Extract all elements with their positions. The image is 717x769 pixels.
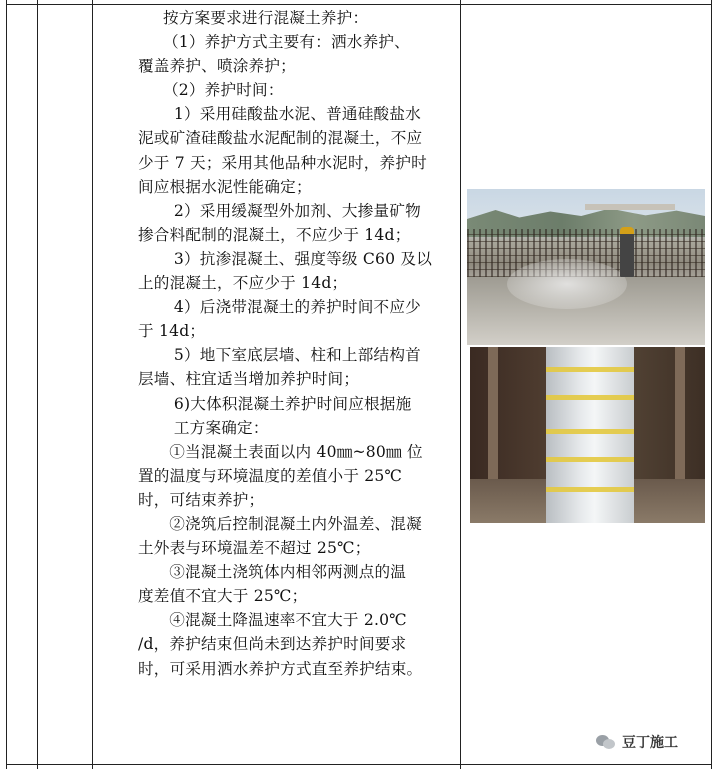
- spray-mist: [507, 259, 627, 309]
- text-line: ②浇筑后控制混凝土内外温差、混凝: [169, 514, 422, 533]
- watermark: [596, 730, 678, 754]
- wechat-icon: [596, 733, 616, 751]
- text-line: 工方案确定：: [173, 418, 269, 437]
- yellow-tape-band: [546, 395, 634, 400]
- text-line: 层墙、柱宜适当增加养护时间；: [138, 370, 360, 389]
- text-line: 上的混凝土，不应少于 14d；: [138, 274, 348, 293]
- worker-figure: [620, 227, 634, 277]
- text-line: 时，可结束养护；: [138, 490, 265, 509]
- text-line: 置的温度与环境温度的差值小于 25℃: [138, 466, 403, 485]
- background-column: [488, 347, 498, 479]
- text-line: 3）抗渗混凝土、强度等级 C60 及以: [173, 249, 433, 268]
- yellow-tape-band: [546, 367, 634, 372]
- text-line: 掺合料配制的混凝土，不应少于 14d；: [138, 225, 411, 244]
- text-line: ①当混凝土表面以内 40㎜~80㎜ 位: [169, 442, 423, 461]
- text-line: 泥或矿渣硅酸盐水泥配制的混凝土，不应: [138, 129, 423, 148]
- text-line: ④混凝土降温速率不宜大于 2.0℃: [169, 611, 407, 630]
- text-line: 按方案要求进行混凝土养护：: [162, 9, 369, 27]
- table-border-bottom: [6, 764, 712, 765]
- text-line: 5）地下室底层墙、柱和上部结构首: [173, 346, 421, 365]
- table-border-col1: [37, 0, 38, 769]
- wrapped-column-curing-photo: [470, 347, 705, 523]
- table-border-right: [711, 0, 712, 769]
- text-line: 2）采用缓凝型外加剂、大掺量矿物: [173, 201, 421, 220]
- table-border-col3: [460, 0, 461, 769]
- crane-boom: [585, 204, 675, 210]
- watermark-text: 豆丁施工: [622, 735, 678, 751]
- background-column: [675, 347, 685, 479]
- text-line: （2）养护时间：: [162, 81, 284, 100]
- film-wrapped-column: [546, 347, 634, 523]
- text-line: 6)大体积混凝土养护时间应根据施: [173, 394, 412, 413]
- text-line: （1）养护方式主要有：洒水养护、: [162, 33, 410, 52]
- text-line: 覆盖养护、喷涂养护；: [138, 57, 296, 76]
- text-line: 1）采用硅酸盐水泥、普通硅酸盐水: [173, 105, 421, 124]
- text-line: 少于 7 天；采用其他品种水泥时，养护时: [138, 153, 427, 172]
- text-line: 时，可采用洒水养护方式直至养护结束。: [138, 659, 423, 678]
- yellow-tape-band: [546, 457, 634, 462]
- text-line: 4）后浇带混凝土的养护时间不应少: [173, 298, 421, 317]
- table-border-left: [6, 0, 7, 769]
- yellow-tape-band: [546, 487, 634, 492]
- text-line: 度差值不宜大于 25℃；: [138, 587, 308, 606]
- text-line: 于 14d；: [138, 322, 206, 341]
- text-line: 土外表与环境温差不超过 25℃；: [138, 539, 371, 558]
- text-line: 间应根据水泥性能确定；: [138, 177, 312, 196]
- text-line: /d，养护结束但尚未到达养护时间要求: [138, 635, 407, 654]
- curing-requirements-text: [138, 6, 458, 681]
- yellow-tape-band: [546, 429, 634, 434]
- table-border-top: [6, 4, 712, 5]
- spray-curing-site-photo: [467, 189, 705, 345]
- text-line: ③混凝土浇筑体内相邻两测点的温: [169, 563, 407, 582]
- table-border-col2: [92, 0, 93, 769]
